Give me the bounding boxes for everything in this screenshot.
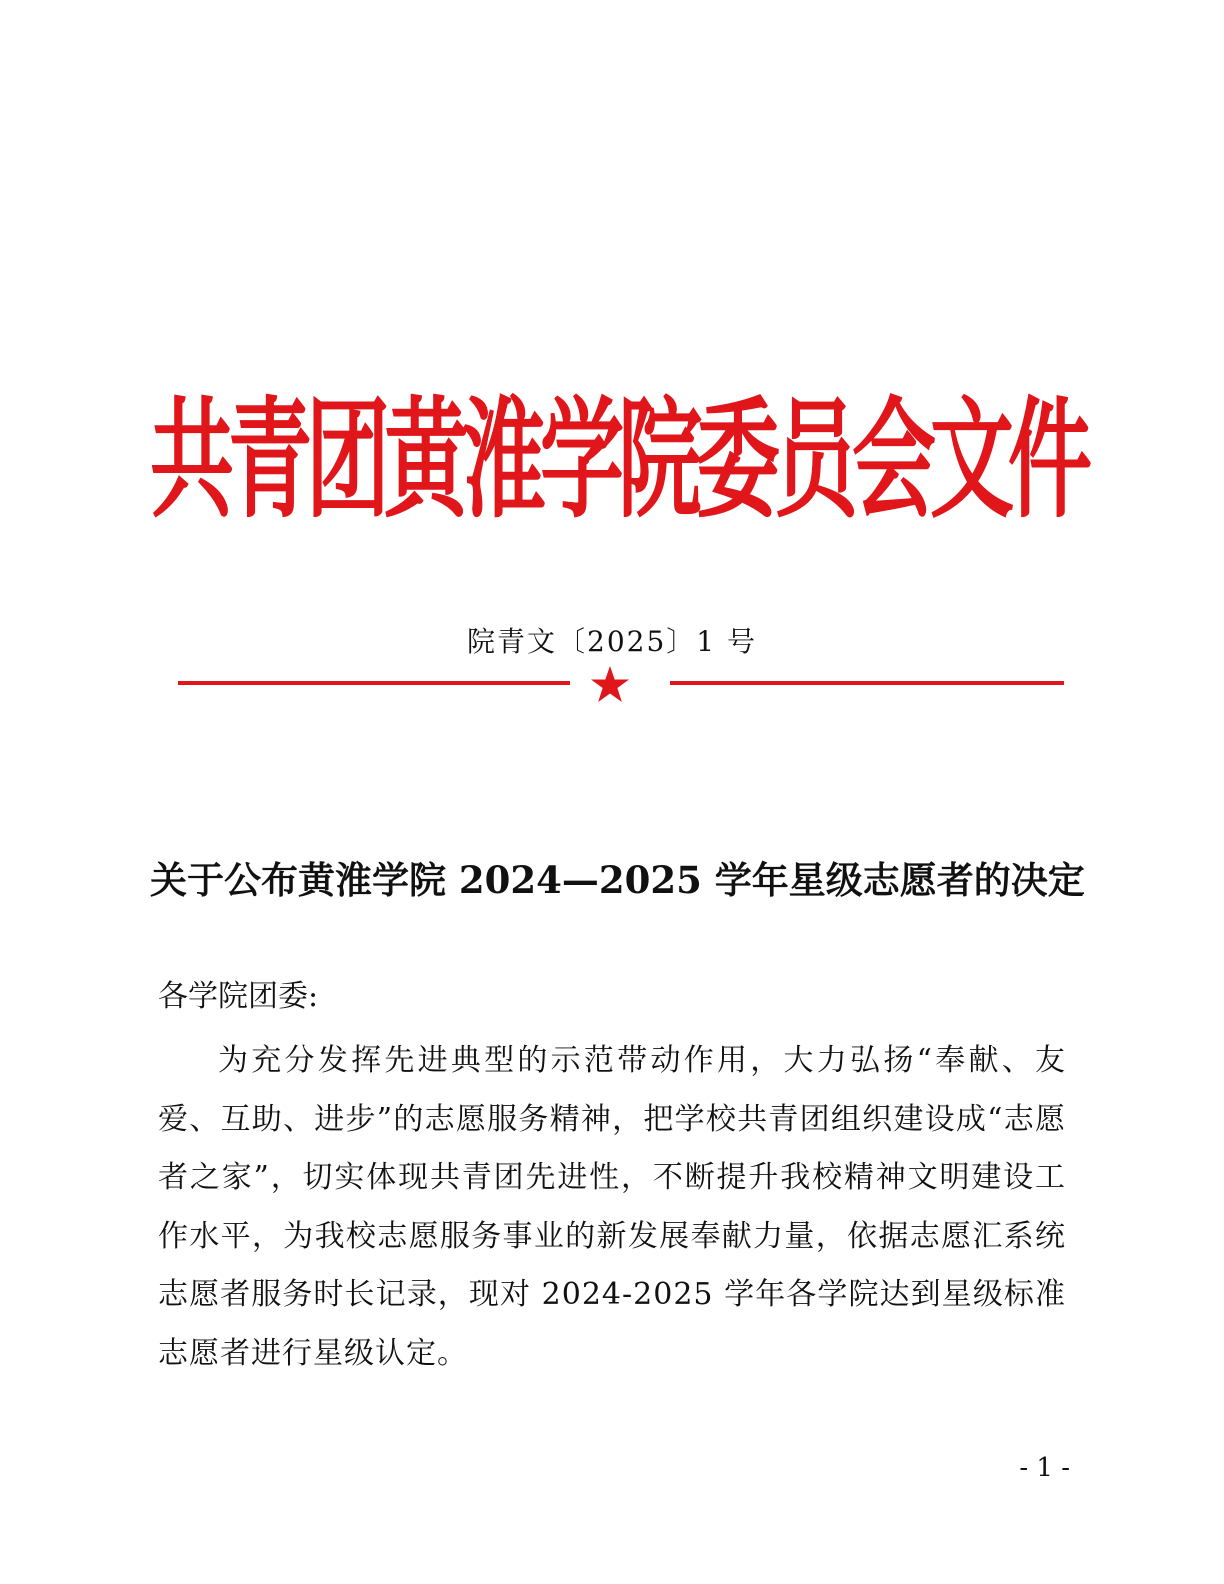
document-number: 院青文〔2025〕1 号 <box>467 625 757 658</box>
document-title: 关于公布黄淮学院 2024—2025 学年星级志愿者的决定 <box>150 858 1085 902</box>
masthead-title: 共青团黄淮学院委员会文件 <box>150 384 1087 536</box>
star-icon <box>590 664 630 704</box>
page-number: - 1 - <box>1019 1453 1070 1483</box>
red-separator-left <box>178 681 570 685</box>
red-separator-right <box>670 681 1064 685</box>
body-paragraph: 为充分发挥先进典型的示范带动作用，大力弘扬“奉献、友爱、互助、进步”的志愿服务精神，把学校共青团组织建设成“志愿者之家”，切实体现共青团先进性，不断提升我校精神文明建设工作水平，为我校志愿服务事业的新发展奉献力量，依据志愿汇系统志愿者服务时长记录，现对 2024-2025 学年各学院达到星级标准志愿者进行星级认定。 <box>158 1043 1066 1371</box>
salutation: 各学院团委: <box>158 979 319 1014</box>
